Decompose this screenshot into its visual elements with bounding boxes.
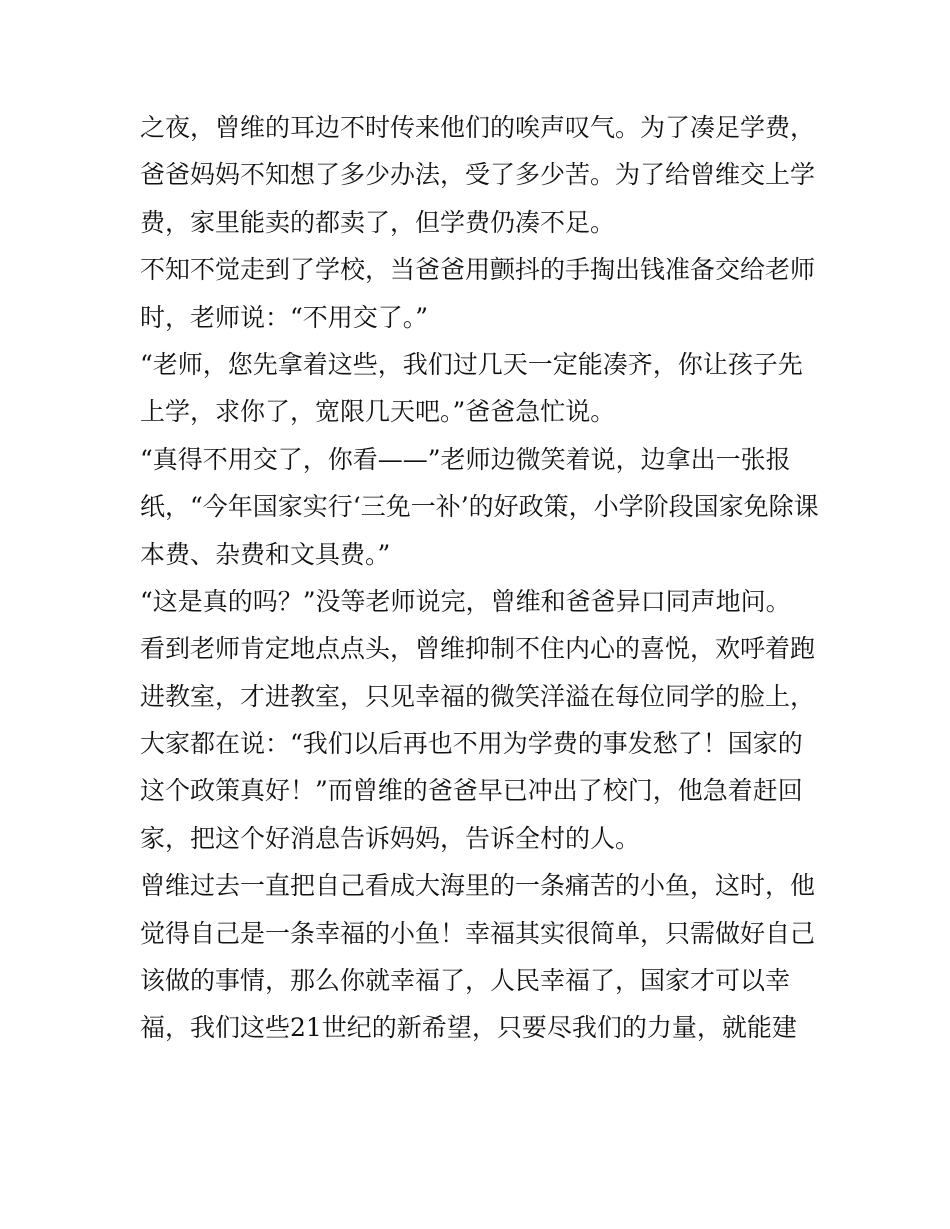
text-line: 爸爸妈妈不知想了多少办法，受了多少苦。为了给曾维交上学 xyxy=(140,160,816,190)
text-line: 福，我们这些21世纪的新希望，只要尽我们的力量，就能建 xyxy=(140,1013,797,1043)
text-line: “老师，您先拿着这些，我们过几天一定能凑齐，你让孩子先 xyxy=(140,349,803,379)
text-line: 时，老师说：“不用交了。” xyxy=(140,302,429,332)
text-line: 该做的事情，那么你就幸福了，人民幸福了，国家才可以幸 xyxy=(140,966,791,996)
text-line: 这个政策真好！”而曾维的爸爸早已冲出了校门，他急着赶回 xyxy=(140,776,803,806)
text-line: 大家都在说：“我们以后再也不用为学费的事发愁了！国家的 xyxy=(140,729,803,759)
text-line: “这是真的吗？”没等老师说完，曾维和爸爸异口同声地问。 xyxy=(140,586,791,616)
text-line: “真得不用交了，你看——”老师边微笑着说，边拿出一张报 xyxy=(140,444,791,474)
text-line: 纸，“今年国家实行‘三免一补’的好政策，小学阶段国家免除课 xyxy=(140,492,819,522)
text-line: 上学，求你了，宽限几天吧。”爸爸急忙说。 xyxy=(140,397,616,427)
text-line: 看到老师肯定地点点头，曾维抑制不住内心的喜悦，欢呼着跑 xyxy=(140,634,816,664)
text-line: 觉得自己是一条幸福的小鱼！幸福其实很简单，只需做好自己 xyxy=(140,918,816,948)
text-line: 本费、杂费和文具费。” xyxy=(140,539,391,569)
text-line: 曾维过去一直把自己看成大海里的一条痛苦的小鱼，这时，他 xyxy=(140,871,816,901)
text-line: 家，把这个好消息告诉妈妈，告诉全村的人。 xyxy=(140,823,641,853)
text-line: 费，家里能卖的都卖了，但学费仍凑不足。 xyxy=(140,207,616,237)
text-line: 之夜，曾维的耳边不时传来他们的唉声叹气。为了凑足学费， xyxy=(140,113,816,142)
text-line: 进教室，才进教室，只见幸福的微笑洋溢在每位同学的脸上， xyxy=(140,681,816,711)
body-text xyxy=(140,104,830,1052)
text-line: 不知不觉走到了学校，当爸爸用颤抖的手掏出钱准备交给老师 xyxy=(140,255,816,285)
